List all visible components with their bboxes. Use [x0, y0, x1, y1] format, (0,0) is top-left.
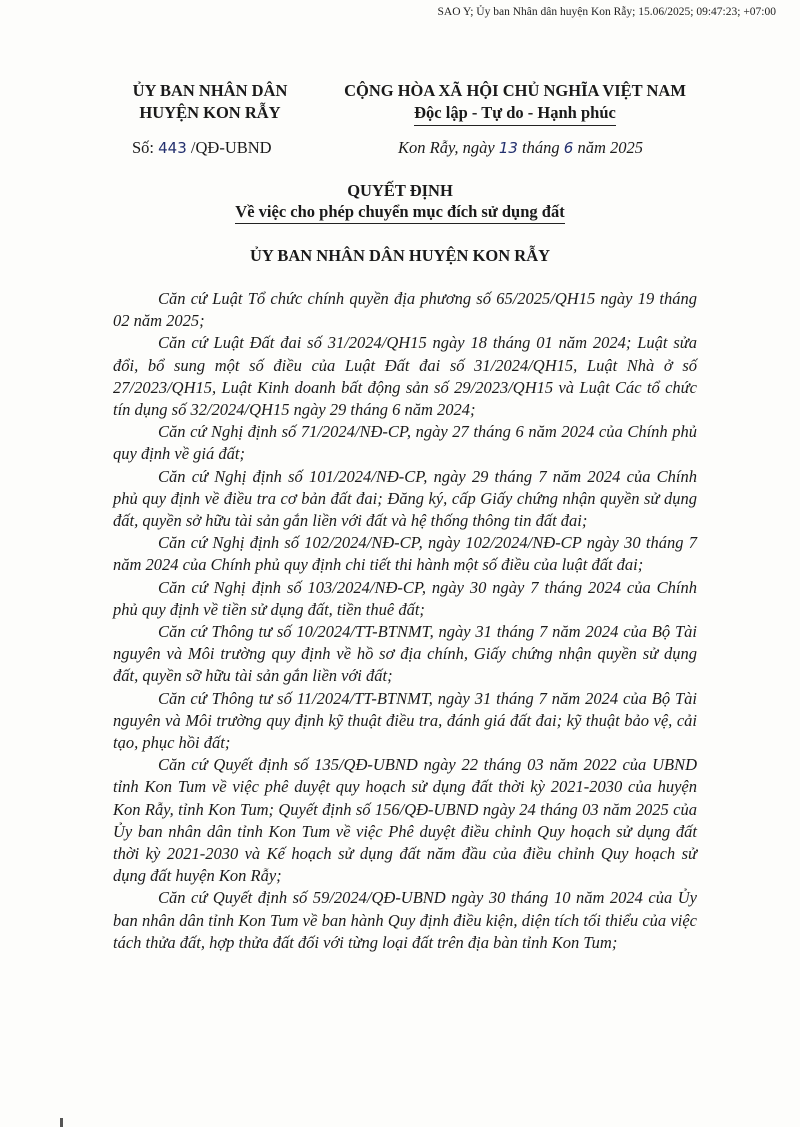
legal-basis-paragraph: Căn cứ Luật Tổ chức chính quyền địa phương số 65/2025/QH15 ngày 19 tháng 02 năm 2025; — [113, 289, 697, 331]
handwritten-number: 443 — [158, 139, 187, 157]
legal-basis-paragraph: Căn cứ Quyết định số 59/2024/QĐ-UBND ngày 30 tháng 10 năm 2024 của Ủy ban nhân dân tỉnh Kon Tum về ban hành Quy định điều kiện, diện tích tối thiểu của việc tách thửa đất, hợp thửa đất đối với từng loại đất trên địa bàn tỉnh Kon Tum; — [113, 888, 697, 952]
handwritten-month: 6 — [563, 139, 574, 157]
legal-basis-paragraph: Căn cứ Nghị định số 101/2024/NĐ-CP, ngày 29 tháng 7 năm 2024 của Chính phủ quy định về điều tra cơ bản đất đai; Đăng ký, cấp Giấy chứng nhận quyền sử dụng đất, quyền sở hữu tài sản gắn liền với đất và hệ thống thông tin đất đai; — [113, 466, 697, 531]
scan-edge-mark — [60, 1118, 63, 1127]
number-prefix: Số: — [132, 138, 159, 157]
issuer-heading: ỦY BAN NHÂN DÂN HUYỆN KON RẪY — [249, 246, 551, 265]
digital-copy-stamp: SAO Y; Ủy ban Nhân dân huyện Kon Rẫy; 15.06/2025; 09:47:23; +07:00 — [437, 6, 776, 18]
subtitle-text: Về việc cho phép chuyển mục đích sử dụng đất — [235, 202, 564, 224]
handwritten-day: 13 — [498, 139, 518, 157]
date-place: Kon Rẫy, ngày — [398, 138, 499, 157]
legal-basis-paragraph: Căn cứ Quyết định số 135/QĐ-UBND ngày 22 tháng 03 năm 2022 của UBND tỉnh Kon Tum về việc phê duyệt quy hoạch sử dụng đất thời kỳ 2021-2030 của huyện Kon Rẫy, tỉnh Kon Tum; Quyết định số 156/QĐ-UBND ngày 24 tháng 03 năm 2025 của Ủy ban nhân dân tỉnh Kon Tum về việc Phê duyệt điều chỉnh Quy hoạch sử dụng đất thời kỳ 2021-2030 và Kế hoạch sử dụng đất năm đầu của điều chỉnh Quy hoạch sử dụng đất huyện Kon Rẫy; — [113, 755, 697, 886]
legal-basis-section — [113, 288, 697, 954]
agency-line-1: ỦY BAN NHÂN DÂN — [132, 81, 288, 100]
legal-basis-paragraph: Căn cứ Thông tư số 11/2024/TT-BTNMT, ngày 31 tháng 7 năm 2024 của Bộ Tài nguyên và Môi trường quy định kỹ thuật điều tra, đánh giá đất đai; kỹ thuật bảo vệ, cải tạo, phục hồi đất; — [113, 688, 697, 753]
legal-basis-paragraph: Căn cứ Luật Đất đai số 31/2024/QH15 ngày 18 tháng 01 năm 2024; Luật sửa đổi, bổ sung một số điều của Luật Đất đai số 31/2024/QH15, Luật Nhà ở số 27/2023/QH15, Luật Kinh doanh bất động sản số 29/2023/QH15 và Luật Các tổ chức tín dụng số 32/2024/QH15 ngày 29 tháng 6 năm 2024; — [113, 333, 697, 420]
national-motto: Độc lập - Tự do - Hạnh phúc — [414, 102, 616, 126]
agency-line-2: HUYỆN KON RẪY — [139, 103, 281, 122]
document-number — [132, 138, 272, 158]
national-header — [315, 80, 715, 126]
legal-basis-paragraph: Căn cứ Nghị định số 71/2024/NĐ-CP, ngày 27 tháng 6 năm 2024 của Chính phủ quy định về giá đất; — [113, 422, 697, 464]
number-suffix: /QĐ-UBND — [186, 138, 272, 157]
legal-basis-paragraph: Căn cứ Nghị định số 103/2024/NĐ-CP, ngày 30 ngày 7 tháng 2024 của Chính phủ quy định về tiền sử dụng đất, tiền thuê đất; — [113, 577, 697, 619]
document-date — [398, 138, 643, 158]
document-title: QUYẾT ĐỊNH — [347, 181, 453, 200]
date-year: năm 2025 — [573, 138, 643, 157]
nation-name: CỘNG HÒA XÃ HỘI CHỦ NGHĨA VIỆT NAM — [344, 81, 686, 100]
date-month-label: tháng — [517, 138, 564, 157]
document-subtitle — [0, 202, 800, 224]
legal-basis-paragraph: Căn cứ Nghị định số 102/2024/NĐ-CP, ngày 102/2024/NĐ-CP ngày 30 tháng 7 năm 2024 của Chính phủ quy định chi tiết thi hành một số điều của luật đất đai; — [113, 533, 697, 575]
issuing-agency — [100, 80, 320, 124]
legal-basis-paragraph: Căn cứ Thông tư số 10/2024/TT-BTNMT, ngày 31 tháng 7 năm 2024 của Bộ Tài nguyên và Môi trường quy định về hồ sơ địa chính, Giấy chứng nhận quyền sử dụng đất, quyền sỡ hữu tài sản gắn liền với đất; — [113, 622, 697, 686]
